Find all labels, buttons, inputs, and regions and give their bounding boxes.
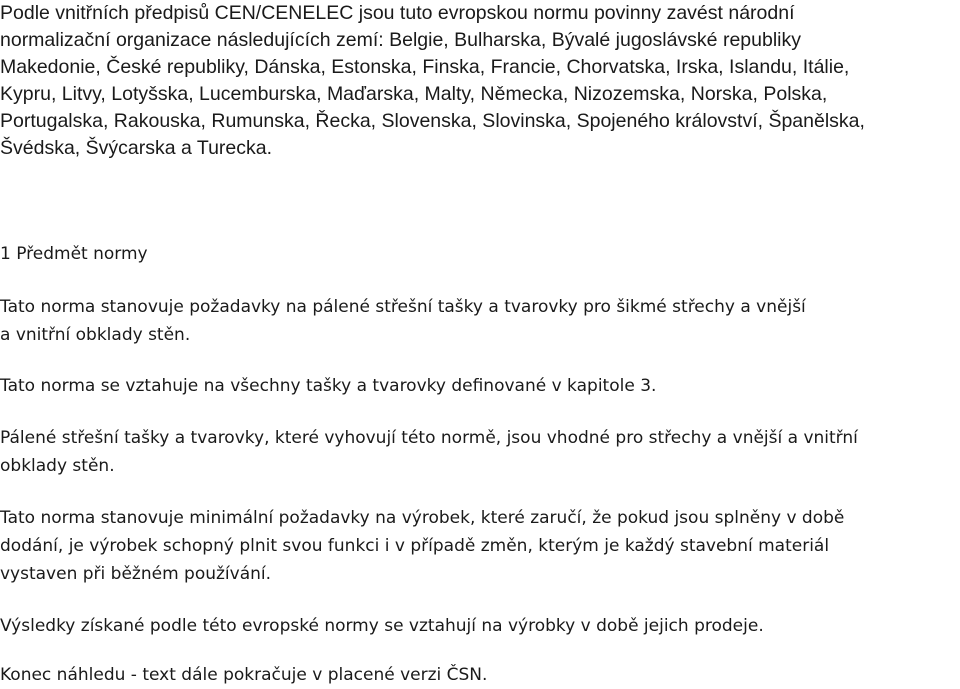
scope-paragraph-3: Pálené střešní tašky a tvarovky, které vyhovují této normě, jsou vhodné pro střechy a vnější a vnitřní obklady stěn. bbox=[0, 428, 858, 476]
scope-paragraph-5: Výsledky získané podle této evropské normy se vztahují na výrobky v době jejich prodeje. bbox=[0, 616, 764, 636]
scope-paragraph-2: Tato norma se vztahuje na všechny tašky a tvarovky definované v kapitole 3. bbox=[0, 376, 657, 396]
preview-end-notice: Konec náhledu - text dále pokračuje v placené verzi ČSN. bbox=[0, 665, 488, 685]
scope-paragraph-1: Tato norma stanovuje požadavky na pálené střešní tašky a tvarovky pro šikmé střechy a vnější a vnitřní obklady stěn. bbox=[0, 297, 806, 345]
section-heading: 1 Předmět normy bbox=[0, 244, 148, 264]
scope-paragraph-4: Tato norma stanovuje minimální požadavky na výrobek, které zaručí, že pokud jsou splněny v době dodání, je výrobek schopný plnit svou funkci i v případě změn, kterým je každý stavební materiál vystaven při běžném používání. bbox=[0, 508, 845, 584]
intro-paragraph: Podle vnitřních předpisů CEN/CENELEC jsou tuto evropskou normu povinny zavést národní normalizační organizace následujících zemí: Belgie, Bulharska, Bývalé jugoslávské republiky Makedonie, České republiky, Dánska, Estonska, Finska, Francie, Chorvatska, Irska, Islandu, Itálie, Kypru, Litvy, Lotyšska, Lucemburska, Maďarska, Malty, Německa, Nizozemska, Norska, Polska, Portugalska, Rakouska, Rumunska, Řecka, Slovenska, Slovinska, Spojeného království, Španělska, Švédska, Švýcarska a Turecka. bbox=[0, 2, 865, 159]
